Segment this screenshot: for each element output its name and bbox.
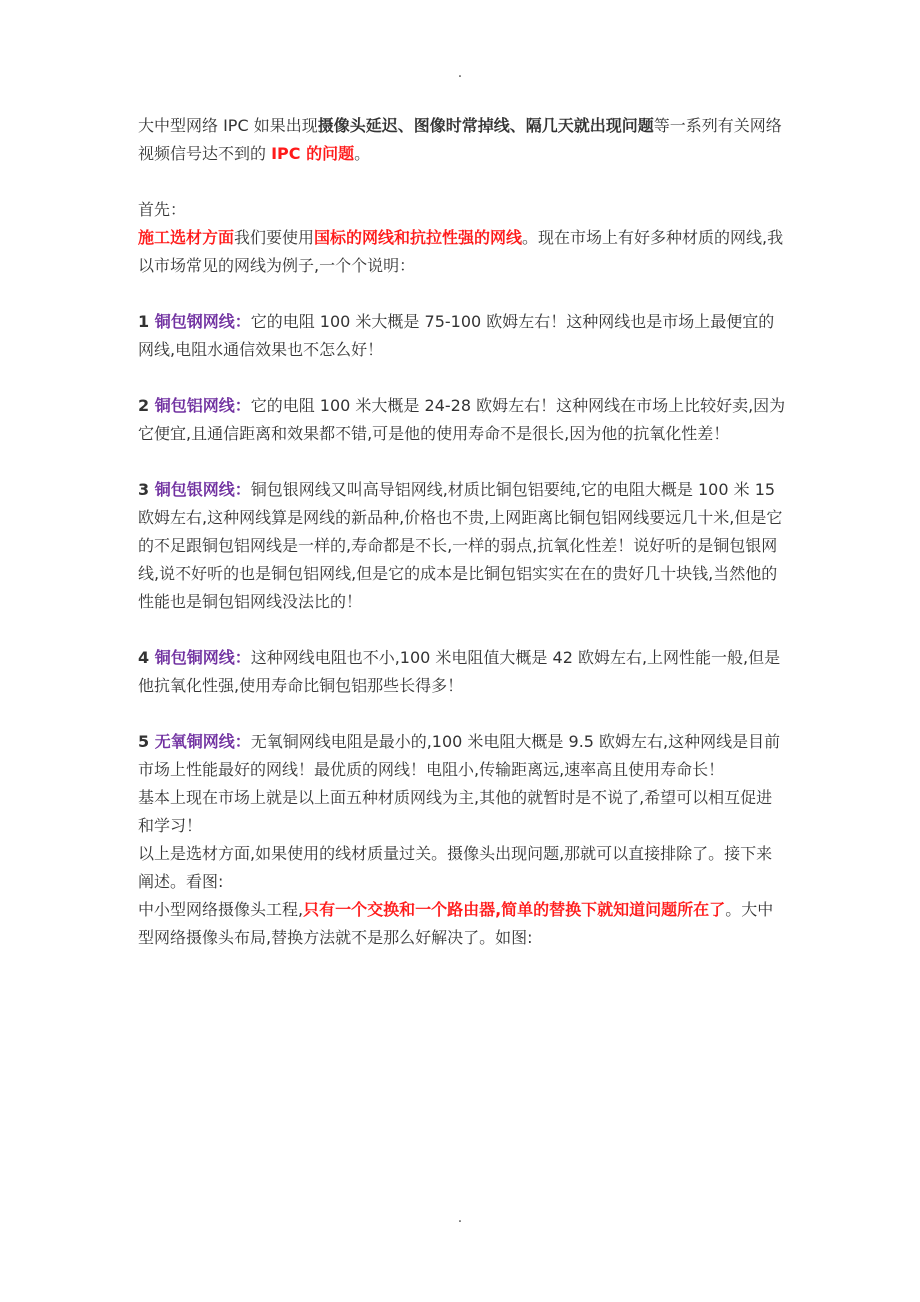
intro-paragraph: [138, 112, 788, 168]
intro-text-3: 。: [354, 144, 371, 163]
item-text: 它的电阻 100 米大概是 75-100 欧姆左右！这种网线也是市场上最便宜的网线,电阻水通信效果也不怎么好！: [138, 312, 775, 359]
closing-text-1: 中小型网络摄像头工程,: [138, 900, 304, 919]
document-body: [138, 112, 788, 952]
item-text: 这种网线电阻也不小,100 米电阻值大概是 42 欧姆左右,上网性能一般,但是他抗氧化性强,使用寿命比铜包铝那些长得多！: [138, 648, 781, 695]
item-5: [138, 728, 788, 784]
item-number: 5: [138, 732, 155, 751]
closing-paragraph-3: [138, 896, 788, 952]
page-mark-top: .: [457, 65, 463, 81]
spacer: [138, 700, 788, 728]
closing-red-1: 只有一个交换和一个路由器,简单的替换下就知道问题所在了: [303, 900, 726, 919]
item-text: 无氧铜网线电阻是最小的,100 米电阻大概是 9.5 欧姆左右,这种网线是目前市场上性能最好的网线！最优质的网线！电阻小,传输距离远,速率高且使用寿命长！: [138, 732, 781, 779]
spacer: [138, 280, 788, 308]
item-text: 铜包银网线又叫高导铝网线,材质比铜包铝要纯,它的电阻大概是 100 米 15 欧姆左右,这种网线算是网线的新品种,价格也不贵,上网距离比铜包铝网线要远几十米,但是它的不足跟铜包铝网线是一样的,寿命都是不长,一样的弱点,抗氧化性差！说好听的是铜包银网线,说不好听的也是铜包铝网线,但是它的成本是比铜包铝实实在在的贵好几十块钱,当然他的性能也是铜包铝网线没法比的！: [138, 480, 783, 611]
spacer: [138, 364, 788, 392]
item-title: 铜包铜网线：: [154, 648, 251, 667]
item-title: 铜包铝网线：: [154, 396, 251, 415]
intro-red-ipc: IPC 的问题: [271, 144, 355, 163]
closing-paragraph-1: 基本上现在市场上就是以上面五种材质网线为主,其他的就暂时是不说了,希望可以相互促进和学习！: [138, 788, 773, 835]
first-paragraph: [138, 224, 788, 280]
first-red-1: 施工选材方面: [138, 228, 235, 247]
item-title: 无氧铜网线：: [154, 732, 251, 751]
first-red-2: 国标的网线和抗拉性强的网线: [314, 228, 523, 247]
intro-text-1: 大中型网络 IPC 如果出现: [138, 116, 318, 135]
closing-paragraph-2: 以上是选材方面,如果使用的线材质量过关。摄像头出现问题,那就可以直接排除了。接下来阐述。看图:: [138, 844, 773, 891]
first-label: 首先：: [138, 200, 187, 219]
item-title: 铜包银网线：: [154, 480, 251, 499]
item-text: 它的电阻 100 米大概是 24-28 欧姆左右！这种网线在市场上比较好卖,因为它便宜,且通信距离和效果都不错,可是他的使用寿命不是很长,因为他的抗氧化性差！: [138, 396, 786, 443]
item-number: 2: [138, 396, 155, 415]
item-4: [138, 644, 788, 700]
intro-bold-issues: 摄像头延迟、图像时常掉线、隔几天就出现问题: [317, 116, 654, 135]
first-text-2: 。现在市场上有好多种材质的网线,我以市场常见的网线为例子,一个个说明：: [138, 228, 784, 275]
page-mark-bottom: .: [457, 1210, 463, 1226]
item-number: 3: [138, 480, 155, 499]
item-2: [138, 392, 788, 448]
spacer: [138, 448, 788, 476]
item-3: [138, 476, 788, 616]
closing-text-2: 。大中型网络摄像头布局,替换方法就不是那么好解决了。如图:: [138, 900, 774, 947]
first-text-1: 我们要使用: [234, 228, 315, 247]
spacer: [138, 168, 788, 196]
intro-text-2: 等一系列有关网络视频信号达不到的: [138, 116, 782, 163]
item-title: 铜包钢网线：: [154, 312, 251, 331]
spacer: [138, 616, 788, 644]
item-number: 4: [138, 648, 155, 667]
item-1: [138, 308, 788, 364]
item-number: 1: [138, 312, 155, 331]
